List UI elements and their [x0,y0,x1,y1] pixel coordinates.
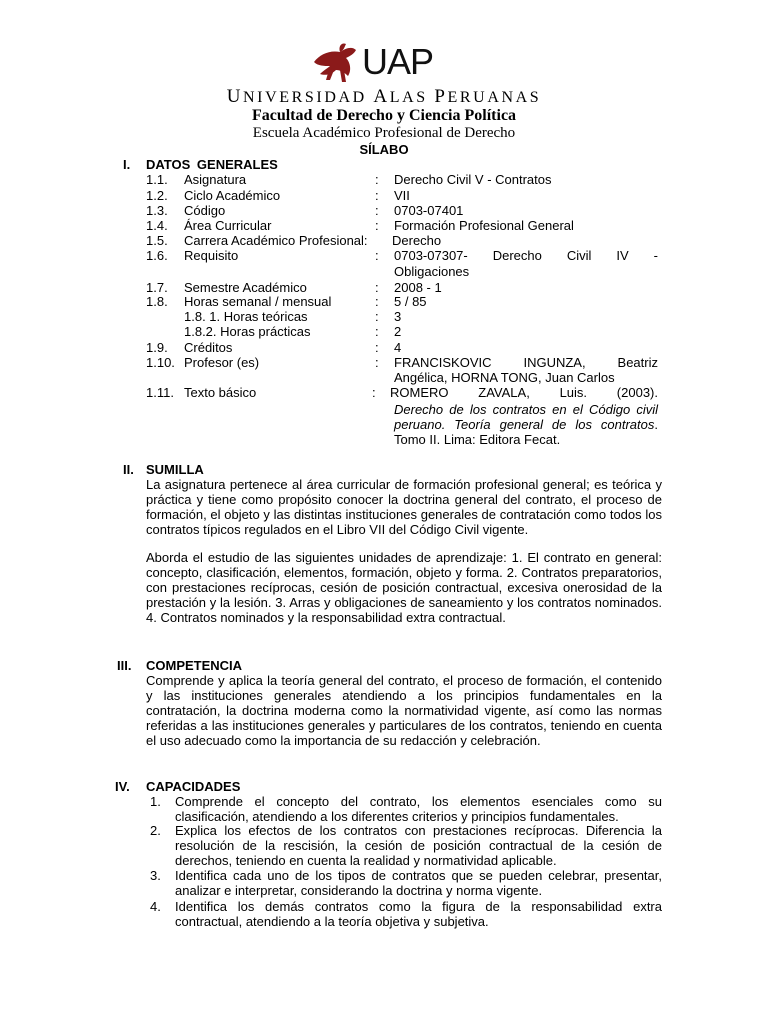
faculty-name: Facultad de Derecho y Ciencia Política [251,107,517,124]
row-label: Código [184,203,226,218]
row-label: Profesor (es) [184,355,260,370]
row-label: 1.8.2. Horas prácticas [184,324,311,339]
row-value: Derecho Civil V - Contratos [394,172,552,187]
row-colon: : [375,340,379,355]
row-value: 5 / 85 [394,294,427,309]
capacity-number: 4. [150,899,161,914]
competencia-paragraph: Comprende y aplica la teoría general del contrato, el proceso de formación, el contenido y las instituciones generales atendiendo a los principios fundamentales en la contratación, la doctrina moderna como la normatividad vigente, así como las normas referidas a las instituciones generales y particulares de los contratos, teniendo en cuenta el uso adecuado como la importancia de su redacción y celebración. [146,673,662,748]
row-number: 1.4. [146,218,168,233]
sumilla-paragraph-1: La asignatura pertenece al área curricular de formación profesional general; es teórica y práctica y tiene como propósito conocer la doctrina general del contrato, el proceso de formación, el objeto y las distintas instituciones generales de contratación como todos los contratos típicos regulados en el Libro VII del Código Civil vigente. [146,477,662,537]
document-title: SÍLABO [359,142,409,157]
school-name: Escuela Académico Profesional de Derecho [252,125,516,141]
row-label: Créditos [184,340,233,355]
row-label: Ciclo Académico [184,188,281,203]
row-colon: : [375,280,379,295]
row-value: 4 [394,340,402,355]
row-label: Horas semanal / mensual [184,294,332,309]
row-number: 1.5. [146,233,168,248]
row-label: Carrera Académico Profesional: [184,233,368,248]
row-value-cont: Angélica, HORNA TONG, Juan Carlos [394,370,615,385]
row-colon: : [375,218,379,233]
capacity-item: Identifica cada uno de los tipos de contratos que se pueden celebrar, presentar, analizar e interpretar, considerando la doctrina y norma vigente. [175,868,662,898]
capacity-number: 1. [150,794,161,809]
row-colon: : [375,188,379,203]
section-1-title: DATOS GENERALES [146,157,278,172]
row-value: 3 [394,309,402,324]
section-4-title: CAPACIDADES [146,779,241,794]
section-3-title: COMPETENCIA [146,658,243,673]
row-value: VII [394,188,410,203]
row-value: ROMERO ZAVALA, Luis. (2003). [390,385,658,400]
row-label: Texto básico [184,385,257,400]
section-4-number: IV. [115,779,130,794]
university-name: UNIVERSIDAD ALAS PERUANAS [226,86,542,107]
capacity-number: 3. [150,868,161,883]
row-colon: : [375,172,379,187]
row-value-cont: Obligaciones [394,264,470,279]
row-colon: : [372,385,376,400]
row-label: Requisito [184,248,239,263]
row-number: 1.9. [146,340,168,355]
row-colon: : [375,248,379,263]
row-number: 1.11. [146,385,174,400]
row-colon: : [375,203,379,218]
row-value: Formación Profesional General [394,218,574,233]
row-value: 2 [394,324,402,339]
section-2-number: II. [123,462,134,477]
section-2-title: SUMILLA [146,462,204,477]
capacity-item: Identifica los demás contratos como la figura de la responsabilidad extra contractual, atendiendo a la teoría objetiva y subjetiva. [175,899,662,929]
row-value: 0703-07307- Derecho Civil IV - [394,248,658,263]
row-label: Semestre Académico [184,280,307,295]
logo-text: UAP [362,41,434,82]
row-label: Área Curricular [184,218,272,233]
row-value: 2008 - 1 [394,280,442,295]
row-value: 0703-07401 [394,203,464,218]
row-number: 1.6. [146,248,168,263]
capacity-item: Explica los efectos de los contratos con prestaciones recíprocas. Diferencia la resolución de la rescisión, la cesión de posición contractual de la cesión de derechos, teniendo en cuenta la realidad y normatividad aplicable. [175,823,662,868]
row-number: 1.2. [146,188,168,203]
row-number: 1.3. [146,203,168,218]
capacity-number: 2. [150,823,161,838]
row-colon: : [375,294,379,309]
row-colon: : [375,324,379,339]
section-3-number: III. [117,658,132,673]
row-number: 1.1. [146,172,168,187]
sumilla-paragraph-2: Aborda el estudio de las siguientes unidades de aprendizaje: 1. El contrato en general: concepto, clasificación, elementos, formación, objeto y forma. 2. Contratos preparatorios, con prestaciones recíprocas, cesión de posición contractual, excesiva onerosidad de la prestación y la lesión. 3. Arras y obligaciones de saneamiento y los contratos nominados. 4. Contratos nominados y la responsabilidad extra contractual. [146,550,662,625]
capacity-item: Comprende el concepto del contrato, los elementos esenciales como su clasificación, atendiendo a los diferentes criterios y principios fundamentales. [175,794,662,824]
row-colon: : [375,355,379,370]
row-label: Asignatura [184,172,247,187]
section-1-number: I. [123,157,131,172]
row-number: 1.8. [146,294,168,309]
row-number: 1.7. [146,280,168,295]
row-label: 1.8. 1. Horas teóricas [184,309,308,324]
row-value: FRANCISKOVIC INGUNZA, Beatriz [394,355,658,370]
textbook-description: Derecho de los contratos en el Código civil peruano. Teoría general de los contratos. Tomo II. Lima: Editora Fecat. [394,402,658,447]
row-colon: : [375,309,379,324]
row-value: Derecho [392,233,442,248]
row-number: 1.10. [146,355,175,370]
